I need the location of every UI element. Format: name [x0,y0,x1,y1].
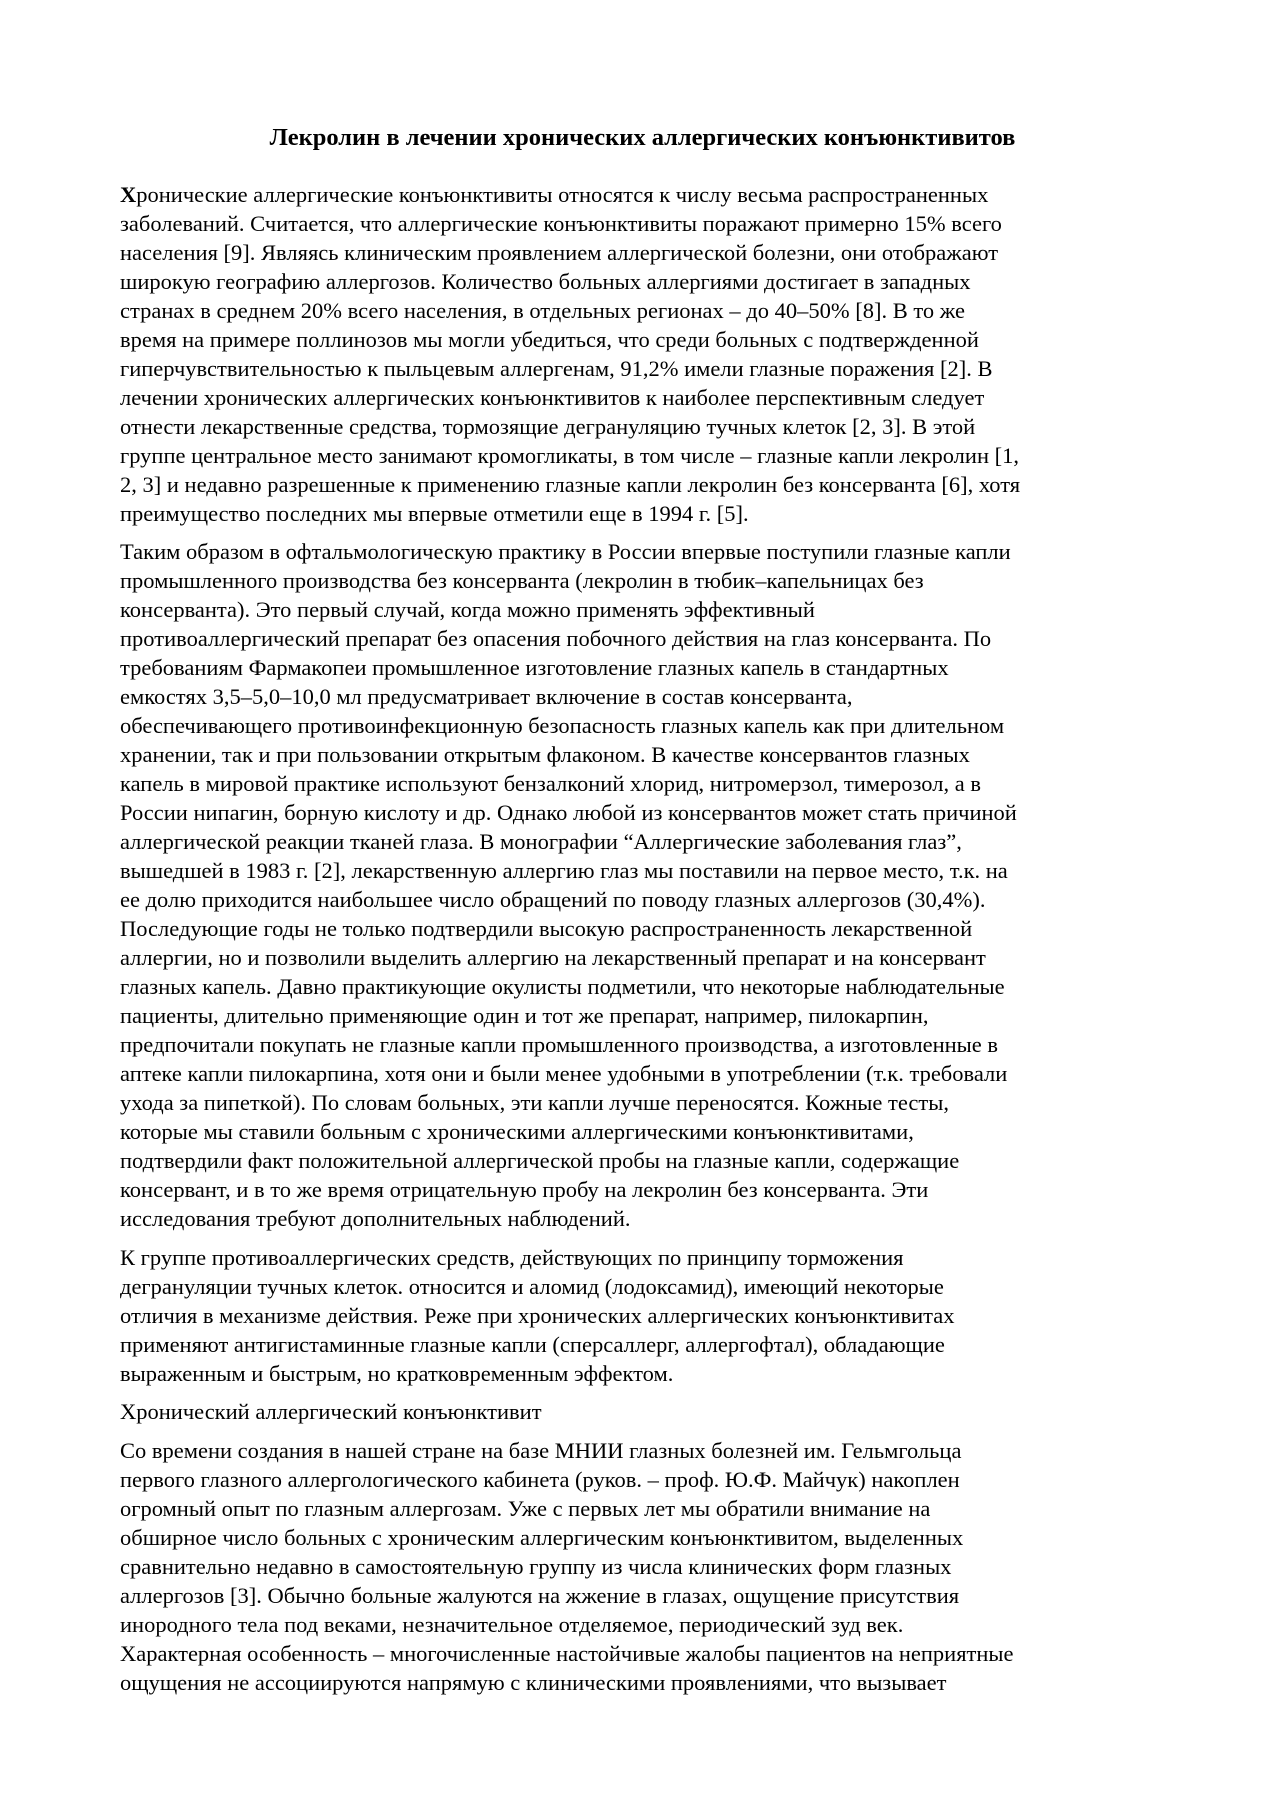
paragraph-line: гиперчувствительностью к пыльцевым аллергенам, 91,2% имели глазные поражения [2]. В [120,356,993,381]
paragraph-line: емкостях 3,5–5,0–10,0 мл предусматривает включение в состав консерванта, [120,684,853,709]
paragraph-line: подтвердили факт положительной аллергической пробы на глазные капли, содержащие [120,1148,960,1173]
paragraph-line: которые мы ставили больным с хроническими аллергическими конъюнктивитами, [120,1119,914,1144]
paragraph-line: время на примере поллинозов мы могли убедиться, что среди больных с подтвержденной [120,327,979,352]
paragraph-line: 2, 3] и недавно разрешенные к применению глазные капли лекролин без консерванта [6], хотя [120,472,1021,497]
paragraph-line: исследования требуют дополнительных наблюдений. [120,1206,631,1231]
paragraph-line: отличия в механизме действия. Реже при хронических аллергических конъюнктивитах [120,1303,955,1328]
paragraph-line: группе центральное место занимают кромогликаты, в том числе – глазные капли лекролин [1, [120,443,1019,468]
paragraph-line: аллергической реакции тканей глаза. В монографии “Аллергические заболевания глаз”, [120,829,962,854]
paragraph-line: консервант, и в то же время отрицательную пробу на лекролин без консерванта. Эти [120,1177,929,1202]
paragraph-line: Таким образом в офтальмологическую практику в России впервые поступили глазные капли [120,539,1011,564]
paragraph-line: консерванта). Это первый случай, когда можно применять эффективный [120,597,815,622]
paragraph-line: предпочитали покупать не глазные капли промышленного производства, а изготовленные в [120,1032,999,1057]
paragraph-line: преимущество последних мы впервые отметили еще в 1994 г. [5]. [120,501,749,526]
paragraph-line: широкую географию аллергозов. Количество больных аллергиями достигает в западных [120,269,971,294]
paragraph-line: аллергозов [3]. Обычно больные жалуются на жжение в глазах, ощущение присутствия [120,1583,960,1608]
document-title: Лекролин в лечении хронических аллергических конъюнктивитов [269,124,1016,151]
paragraph-line: населения [9]. Являясь клиническим проявлением аллергической болезни, они отображают [120,240,999,265]
paragraph-line: обширное число больных с хроническим аллергическим конъюнктивитом, выделенных [120,1525,964,1550]
paragraph-line: Последующие годы не только подтвердили высокую распространенность лекарственной [120,916,973,941]
paragraph-line: отнести лекарственные средства, тормозящие дегрануляцию тучных клеток [2, 3]. В этой [120,414,976,439]
paragraph-line: хранении, так и при пользовании открытым флаконом. В качестве консервантов глазных [120,742,970,767]
paragraph-line: Хронические аллергические конъюнктивиты относятся к числу весьма распространенных [120,182,989,207]
paragraph-line: промышленного производства без консерванта (лекролин в тюбик–капельницах без [120,568,924,593]
paragraph-line: Со времени создания в нашей стране на базе МНИИ глазных болезней им. Гельмгольца [120,1438,962,1463]
paragraph-line: К группе противоаллергических средств, действующих по принципу торможения [120,1245,904,1270]
paragraph-line: России нипагин, борную кислоту и др. Однако любой из консервантов может стать причиной [120,800,1017,825]
paragraph-line: первого глазного аллергологического кабинета (руков. – проф. Ю.Ф. Майчук) накоплен [120,1467,960,1492]
paragraph-line: Характерная особенность – многочисленные настойчивые жалобы пациентов на неприятные [120,1641,1014,1666]
paragraph-line: выраженным и быстрым, но кратковременным эффектом. [120,1361,674,1386]
paragraph-line: инородного тела под веками, незначительное отделяемое, периодический зуд век. [120,1612,904,1637]
paragraph-line: ощущения не ассоциируются напрямую с клиническими проявлениями, что вызывает [120,1670,947,1695]
paragraph-line: сравнительно недавно в самостоятельную группу из числа клинических форм глазных [120,1554,952,1579]
paragraph-line: вышедшей в 1983 г. [2], лекарственную аллергию глаз мы поставили на первое место, т.к. на [120,858,1008,883]
paragraph-line: обеспечивающего противоинфекционную безопасность глазных капель как при длительном [120,713,1005,738]
paragraph-line: заболеваний. Считается, что аллергические конъюнктивиты поражают примерно 15% всего [120,211,1002,236]
paragraph-line: пациенты, длительно применяющие один и тот же препарат, например, пилокарпин, [120,1003,929,1028]
paragraph-line: странах в среднем 20% всего населения, в отдельных регионах – до 40–50% [8]. В то же [120,298,966,323]
paragraph-line: капель в мировой практике используют бензалконий хлорид, нитромерзол, тимерозол, а в [120,771,981,796]
paragraph-line: аптеке капли пилокарпина, хотя они и были менее удобными в употреблении (т.к. требовали [120,1061,1008,1086]
first-letter: Х [120,182,137,207]
paragraph-line: применяют антигистаминные глазные капли (сперсаллерг, аллергофтал), обладающие [120,1332,945,1357]
paragraph-line: противоаллергический препарат без опасения побочного действия на глаз консерванта. По [120,626,992,651]
paragraph-line: лечении хронических аллергических конъюнктивитов к наиболее перспективным следует [120,385,985,410]
section-subheading: Хронический аллергический конъюнктивит [120,1399,542,1424]
paragraph-line: огромный опыт по глазным аллергозам. Уже с первых лет мы обратили внимание на [120,1496,931,1521]
paragraph-line: ухода за пипеткой). По словам больных, эти капли лучше переносятся. Кожные тесты, [120,1090,949,1115]
paragraph-line: дегрануляции тучных клеток. относится и аломид (лодоксамид), имеющий некоторые [120,1274,944,1299]
paragraph-line: ее долю приходится наибольшее число обращений по поводу глазных аллергозов (30,4%). [120,887,986,912]
paragraph-line: глазных капель. Давно практикующие окулисты подметили, что некоторые наблюдательные [120,974,1005,999]
paragraph-line: аллергии, но и позволили выделить аллергию на лекарственный препарат и на консервант [120,945,986,970]
paragraph-line: требованиям Фармакопеи промышленное изготовление глазных капель в стандартных [120,655,949,680]
